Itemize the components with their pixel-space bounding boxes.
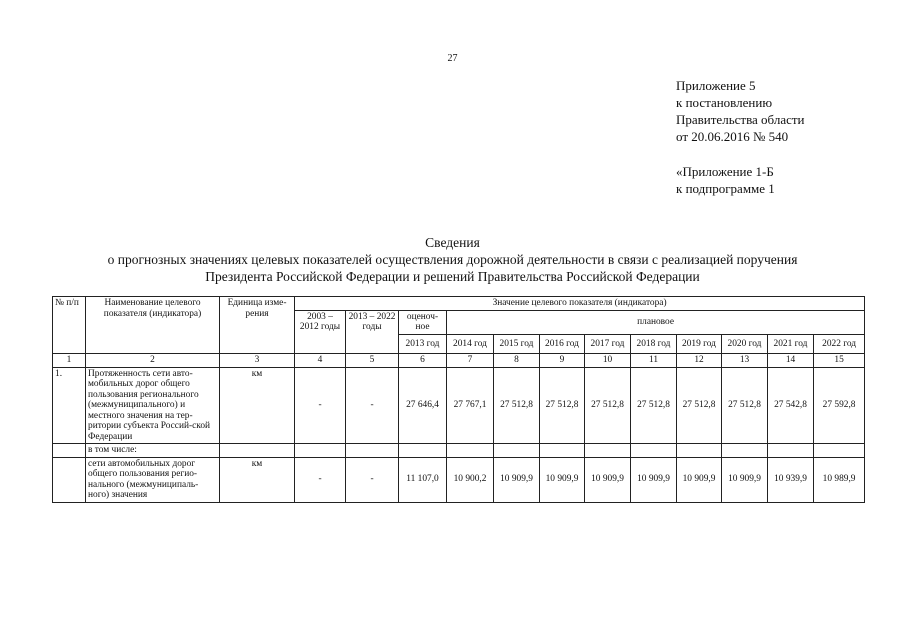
row-value: 27 512,8 [494, 367, 540, 444]
appendix-subline: «Приложение 1-Б [676, 164, 774, 179]
heading-line: Президента Российской Федерации и решений Правительства Российской Федерации [205, 269, 700, 284]
row-value: 10 909,9 [677, 457, 722, 502]
appendix-block [676, 77, 805, 197]
document-heading [0, 234, 905, 285]
header-unit: Единица изме-рения [220, 297, 295, 354]
row-cell [631, 444, 677, 458]
row-value: 10 909,9 [494, 457, 540, 502]
row-value: 27 512,8 [722, 367, 768, 444]
column-number: 5 [346, 354, 399, 368]
header-planned: плановое [447, 310, 865, 334]
appendix-line: Приложение 5 [676, 78, 756, 93]
table-row [53, 444, 865, 458]
row-cell [814, 444, 865, 458]
column-number-row [53, 354, 865, 368]
column-number: 8 [494, 354, 540, 368]
row-cell [295, 444, 346, 458]
row-value: 27 512,8 [631, 367, 677, 444]
header-value: Значение целевого показателя (индикатора) [295, 297, 865, 311]
table-row [53, 457, 865, 502]
row-cell [494, 444, 540, 458]
header-period-2003-2012: 2003 – 2012 годы [295, 310, 346, 354]
appendix-line: Правительства области [676, 112, 805, 127]
row-name: сети автомобильных дорог общего пользования регио-нального (межмуниципаль-ного) значения [86, 457, 220, 502]
row-cell [677, 444, 722, 458]
row-unit: км [220, 367, 295, 444]
row-value: 10 900,2 [447, 457, 494, 502]
header-name: Наименование целевого показателя (индикатора) [86, 297, 220, 354]
column-number: 2 [86, 354, 220, 368]
row-value: 10 989,9 [814, 457, 865, 502]
row-value: 27 512,8 [585, 367, 631, 444]
header-year: 2017 год [585, 334, 631, 354]
table-row [53, 367, 865, 444]
row-cell [399, 444, 447, 458]
header-period-2013-2022: 2013 – 2022 годы [346, 310, 399, 354]
column-number: 6 [399, 354, 447, 368]
row-value: 27 592,8 [814, 367, 865, 444]
heading-title: Сведения [425, 235, 480, 250]
row-value: 27 512,8 [677, 367, 722, 444]
row-cell [346, 444, 399, 458]
header-year: 2014 год [447, 334, 494, 354]
appendix-line: от 20.06.2016 № 540 [676, 129, 789, 144]
column-number: 10 [585, 354, 631, 368]
row-cell [722, 444, 768, 458]
column-number: 1 [53, 354, 86, 368]
row-value: 11 107,0 [399, 457, 447, 502]
header-year: 2020 год [722, 334, 768, 354]
row-name: Протяженность сети авто-мобильных дорог общего пользования регионального (межмуниципального) и местного значения на тер-ритории субъекта Россий-ской Федерации [86, 367, 220, 444]
row-value: - [346, 367, 399, 444]
column-number: 3 [220, 354, 295, 368]
page-number: 27 [447, 53, 458, 64]
row-unit: км [220, 457, 295, 502]
header-num: № п/п [53, 297, 86, 354]
row-value: 10 909,9 [722, 457, 768, 502]
indicators-table [52, 296, 865, 503]
appendix-subline: к подпрограмме 1 [676, 181, 775, 196]
header-estimated: оценоч-ное [399, 310, 447, 334]
appendix-line: к постановлению [676, 95, 773, 110]
row-cell [768, 444, 814, 458]
row-value: - [295, 457, 346, 502]
header-year: 2019 год [677, 334, 722, 354]
header-year: 2013 год [399, 334, 447, 354]
column-number: 14 [768, 354, 814, 368]
row-value: 10 909,9 [585, 457, 631, 502]
row-including-label: в том числе: [86, 444, 220, 458]
row-cell [220, 444, 295, 458]
row-number [53, 444, 86, 458]
header-year: 2021 год [768, 334, 814, 354]
row-value: 10 909,9 [540, 457, 585, 502]
row-value: 27 542,8 [768, 367, 814, 444]
header-year: 2018 год [631, 334, 677, 354]
header-row [53, 297, 865, 311]
column-number: 15 [814, 354, 865, 368]
heading-line: о прогнозных значениях целевых показателей осуществления дорожной деятельности в связи с реализацией поручения [107, 252, 798, 267]
row-value: 27 646,4 [399, 367, 447, 444]
row-number: 1. [53, 367, 86, 444]
column-number: 12 [677, 354, 722, 368]
header-year: 2016 год [540, 334, 585, 354]
row-value: 27 512,8 [540, 367, 585, 444]
row-value: 10 909,9 [631, 457, 677, 502]
row-value: - [346, 457, 399, 502]
row-value: 27 767,1 [447, 367, 494, 444]
header-year: 2015 год [494, 334, 540, 354]
row-cell [585, 444, 631, 458]
column-number: 7 [447, 354, 494, 368]
row-value: - [295, 367, 346, 444]
header-year: 2022 год [814, 334, 865, 354]
column-number: 13 [722, 354, 768, 368]
column-number: 9 [540, 354, 585, 368]
column-number: 4 [295, 354, 346, 368]
row-cell [447, 444, 494, 458]
appendix-gap [676, 145, 805, 163]
row-cell [540, 444, 585, 458]
row-number [53, 457, 86, 502]
column-number: 11 [631, 354, 677, 368]
row-value: 10 939,9 [768, 457, 814, 502]
